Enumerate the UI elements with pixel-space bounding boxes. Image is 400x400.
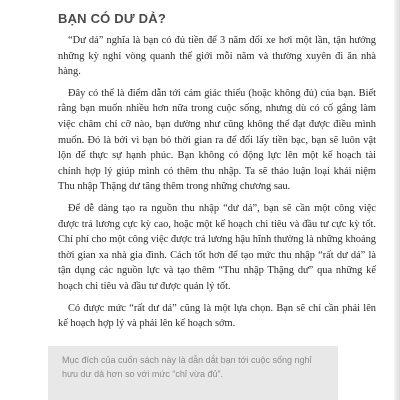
paragraph-4: Có được mức “rất dư dả” cũng là một lựa chọn. Bạn sẽ chỉ cần phải lên kế hoạch hợp lý và phải lên kế hoạch sớm. <box>58 302 376 330</box>
paragraph-3: Để dễ dàng tạo ra nguồn thu nhập “dư dả”, bạn sẽ cần một công việc được trả lương cực kỳ cao, hoặc một kế hoạch chi tiêu và đầu tư cực kỳ tốt. Chỉ phí cho một công việc được trả lương hậu hĩnh thường là những khoảng thời gian xa nhà gia đình. Cách tốt hơn để tạo mức thu nhập “rất dư dả” là tận dụng các nguồn lực và tạo thêm “Thu nhập Thặng dư” qua những kế hoạch chi tiêu và đầu tư được quản lý tốt. <box>58 202 376 292</box>
body-text <box>58 33 376 338</box>
page-edge-shadow <box>394 0 400 400</box>
paragraph-2: Đây có thể là điểm dẫn tới cảm giác thiếu (hoặc không đủ) của bạn. Biết rằng bạn muốn nhiều hơn nữa trong cuộc sống, nhưng dù có cố gắng làm việc chăm chỉ cỡ nào, bạn dường như cũng không thể đạt được điều mình muốn. Đó là bởi vì bạn bỏ thời gian ra để đổi lấy tiền bạc, bạn sẽ luôn vật lộn để thực sự hạnh phúc. Bạn không có động lực lên một kế hoạch tài chính hợp lý giúp mình có thêm thu nhập. Ta sẽ thảo luận loại khái niệm Thu nhập Thặng dư tăng thêm trong những chương sau. <box>58 87 376 193</box>
paragraph-1: “Dư dả” nghĩa là bạn có đủ tiền để 3 năm đổi xe hơi một lần, tận hưởng những kỳ nghỉ vòng quanh thế giới mỗi năm và thường xuyên đi ăn nhà hàng. <box>58 35 376 78</box>
callout-box <box>48 346 338 400</box>
section-heading: BẠN CÓ DƯ DẢ? <box>58 11 166 26</box>
callout-text: Mục đích của cuốn sách này là dẫn dắt bạn tới cuộc sống nghỉ hưu dư dả hơn so với mức “chỉ vừa đủ”. <box>62 355 312 379</box>
